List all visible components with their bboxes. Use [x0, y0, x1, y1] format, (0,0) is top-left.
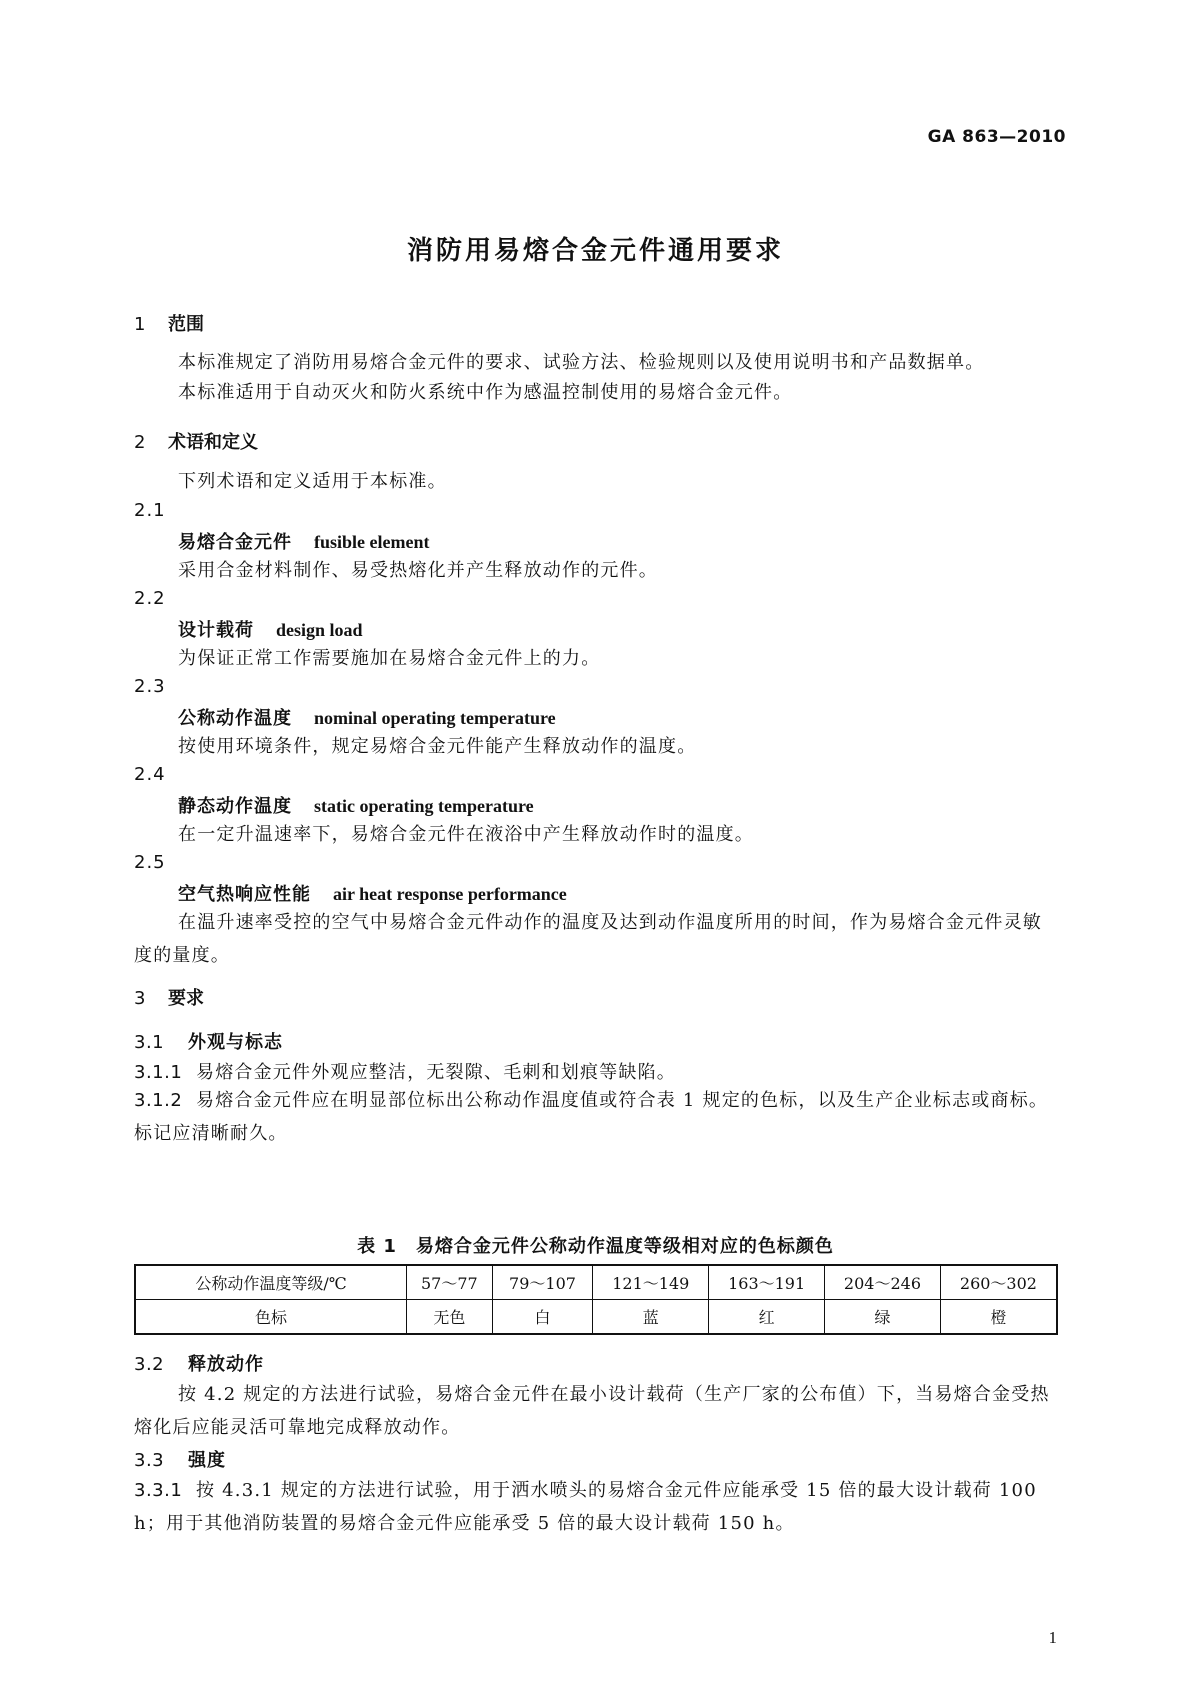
- section-number: 3: [134, 988, 146, 1009]
- scope-paragraph-2: 本标准适用于自动灭火和防火系统中作为感温控制使用的易熔合金元件。: [178, 382, 793, 403]
- subsection-number: 3.2: [134, 1354, 165, 1375]
- term-heading: [178, 704, 556, 730]
- term-definition: 采用合金材料制作、易受热熔化并产生释放动作的元件。: [178, 560, 658, 581]
- page-number: 1: [1048, 1628, 1057, 1647]
- table-row: [135, 1300, 1057, 1335]
- term-chinese: 公称动作温度: [178, 708, 292, 729]
- section-number: 1: [134, 314, 146, 335]
- term-chinese: 静态动作温度: [178, 796, 292, 817]
- clause-text: 易熔合金元件应在明显部位标出公称动作温度值或符合表 1 规定的色标，以及生产企业标志或商标。标记应清晰耐久。: [134, 1090, 1049, 1144]
- table-cell: 204～246: [825, 1265, 941, 1300]
- clause-text: 按 4.3.1 规定的方法进行试验，用于洒水喷头的易熔合金元件应能承受 15 倍的最大设计载荷 100 h；用于其他消防装置的易熔合金元件应能承受 5 倍的最大设计载荷 150 h。: [134, 1480, 1037, 1534]
- term-chinese: 易熔合金元件: [178, 532, 292, 553]
- term-number: 2.2: [134, 588, 166, 609]
- term-definition: 为保证正常工作需要施加在易熔合金元件上的力。: [178, 648, 601, 669]
- clause-number: 3.3.1: [134, 1480, 183, 1501]
- term-definition: 在温升速率受控的空气中易熔合金元件动作的温度及达到动作温度所用的时间，作为易熔合金元件灵敏度的量度。: [134, 912, 1042, 966]
- term-number: 2.5: [134, 852, 166, 873]
- term-definition: 按使用环境条件，规定易熔合金元件能产生释放动作的温度。: [178, 736, 697, 757]
- subsection-title: 强度: [188, 1450, 226, 1471]
- scope-paragraph-1: 本标准规定了消防用易熔合金元件的要求、试验方法、检验规则以及使用说明书和产品数据单。: [178, 352, 985, 373]
- term-english: nominal operating temperature: [314, 708, 556, 728]
- subsection-title: 外观与标志: [188, 1032, 283, 1053]
- term-chinese: 设计载荷: [178, 620, 254, 641]
- subsection-3-1-heading: [134, 1028, 283, 1054]
- table-row-header: 色标: [135, 1300, 407, 1335]
- table-cell: 蓝: [593, 1300, 709, 1335]
- section-2-heading: [134, 428, 258, 454]
- term-english: fusible element: [314, 532, 430, 552]
- term-number: 2.1: [134, 500, 166, 521]
- clause-3-1-2: [134, 1084, 1058, 1150]
- table-cell: 无色: [407, 1300, 493, 1335]
- term-number: 2.3: [134, 676, 166, 697]
- term-heading: [178, 616, 363, 642]
- table-cell: 绿: [825, 1300, 941, 1335]
- section-title: 术语和定义: [168, 432, 258, 453]
- section-1-heading: [134, 310, 204, 336]
- clause-number: 3.1.2: [134, 1090, 183, 1111]
- document-title: 消防用易熔合金元件通用要求: [406, 236, 784, 266]
- section-title: 范围: [168, 314, 204, 335]
- subsection-number: 3.1: [134, 1032, 165, 1053]
- table-cell: 260～302: [940, 1265, 1057, 1300]
- term-definition: 在一定升温速率下，易熔合金元件在液浴中产生释放动作时的温度。: [178, 824, 754, 845]
- table-cell: 121～149: [593, 1265, 709, 1300]
- term-heading: [178, 792, 534, 818]
- clause-text: 易熔合金元件外观应整洁，无裂隙、毛刺和划痕等缺陷。: [196, 1062, 676, 1083]
- subsection-3-3-heading: [134, 1446, 226, 1472]
- term-heading: [178, 528, 429, 554]
- table-1-caption: 表 1 易熔合金元件公称动作温度等级相对应的色标颜色: [357, 1236, 834, 1257]
- section-title: 要求: [168, 988, 204, 1009]
- term-english: air heat response performance: [333, 884, 567, 904]
- term-heading: [178, 880, 567, 906]
- table-cell: 白: [492, 1300, 593, 1335]
- table-cell: 79～107: [492, 1265, 593, 1300]
- term-chinese: 空气热响应性能: [178, 884, 311, 905]
- section-number: 2: [134, 432, 146, 453]
- clause-number: 3.1.1: [134, 1062, 183, 1083]
- section-3-heading: [134, 984, 204, 1010]
- table-cell: 橙: [940, 1300, 1057, 1335]
- terms-intro: 下列术语和定义适用于本标准。: [178, 471, 447, 492]
- table-row: [135, 1265, 1057, 1300]
- subsection-3-2-heading: [134, 1350, 264, 1376]
- term-english: design load: [276, 620, 363, 640]
- color-code-table: [134, 1264, 1058, 1335]
- clause-3-3-1: [134, 1474, 1058, 1540]
- term-number: 2.4: [134, 764, 166, 785]
- table-row-header: 公称动作温度等级/℃: [135, 1265, 407, 1300]
- table-cell: 163～191: [709, 1265, 825, 1300]
- clause-3-2-text: 按 4.2 规定的方法进行试验，易熔合金元件在最小设计载荷（生产厂家的公布值）下，当易熔合金受热熔化后应能灵活可靠地完成释放动作。: [134, 1384, 1050, 1438]
- standard-number: GA 863—2010: [927, 127, 1066, 147]
- subsection-number: 3.3: [134, 1450, 165, 1471]
- term-english: static operating temperature: [314, 796, 534, 816]
- table-cell: 红: [709, 1300, 825, 1335]
- subsection-title: 释放动作: [188, 1354, 264, 1375]
- table-cell: 57～77: [407, 1265, 493, 1300]
